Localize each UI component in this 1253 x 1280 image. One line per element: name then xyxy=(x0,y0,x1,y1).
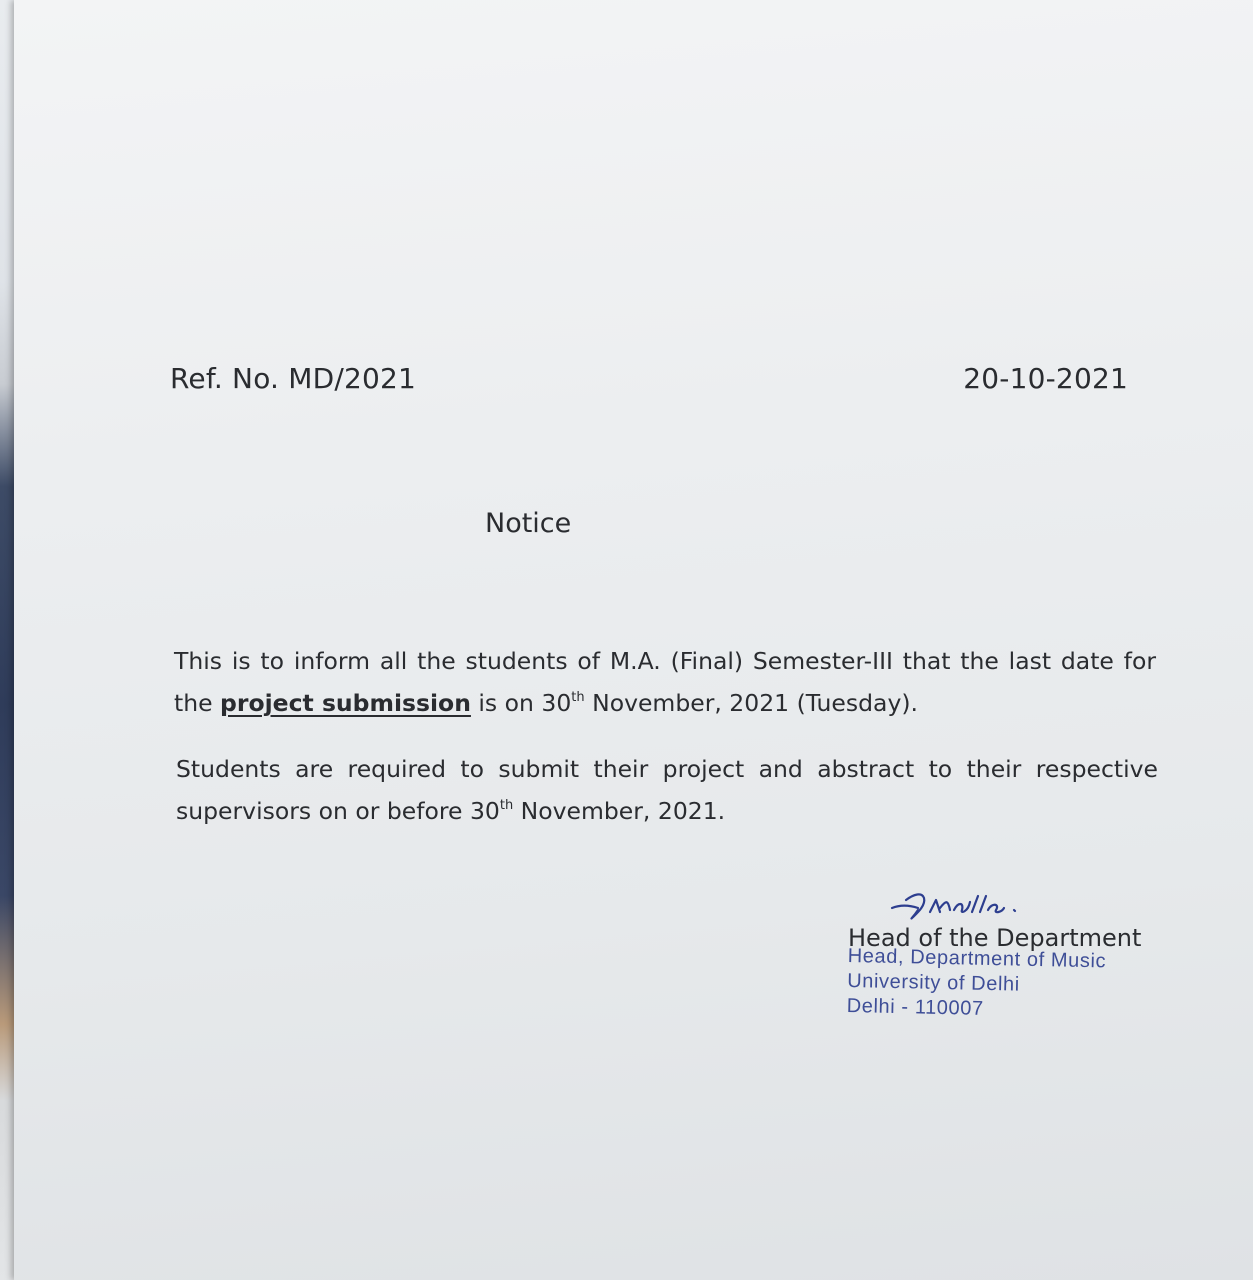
notice-date: 20-10-2021 xyxy=(963,362,1128,395)
paragraph-deadline xyxy=(174,640,1156,724)
notice-title: Notice xyxy=(485,508,572,539)
stamp-line-university: University of Delhi xyxy=(846,969,1020,996)
stamp-line-department: Head, Department of Music xyxy=(847,944,1107,973)
reference-number: Ref. No. MD/2021 xyxy=(170,362,417,395)
paragraph-deadline-text: This is to inform all the students of M.A. (Final) Semester-III that the last date for the xyxy=(174,647,1156,717)
ordinal-suffix: th xyxy=(571,690,585,705)
signatory-title: Head of the Department xyxy=(848,924,1142,952)
paragraph-instructions-end: November, 2021. xyxy=(513,797,726,825)
handwritten-signature-icon xyxy=(888,888,1028,922)
ordinal-suffix: th xyxy=(499,798,514,813)
department-stamp xyxy=(846,944,1106,1024)
project-submission-emphasis: project submission xyxy=(220,689,471,717)
paragraph-instructions-text: Students are required to submit their project and abstract to their respective supervisors on or before 30 xyxy=(176,755,1158,825)
paragraph-deadline-middle: is on 30 xyxy=(470,689,572,717)
stamp-line-address: Delhi - 110007 xyxy=(846,994,984,1020)
paragraph-deadline-end: November, 2021 (Tuesday). xyxy=(584,689,918,717)
paragraph-instructions xyxy=(176,748,1158,832)
